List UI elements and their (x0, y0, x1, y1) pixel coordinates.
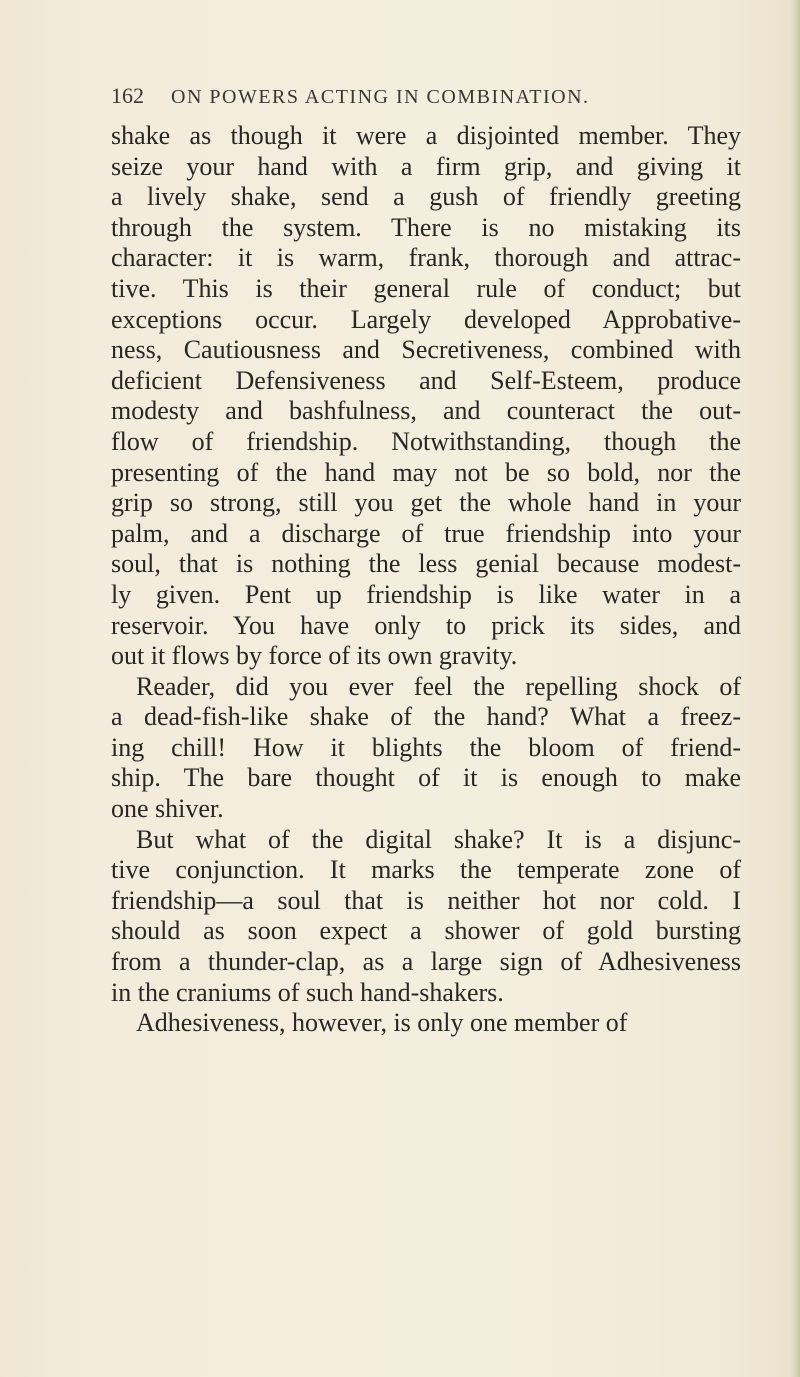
text-line: friendship—a soul that is neither hot nor cold. I (111, 885, 741, 915)
body-text (111, 121, 741, 1039)
text-line: Reader, did you ever feel the repelling shock of (136, 671, 741, 701)
text-line: grip so strong, still you get the whole hand in your (111, 488, 741, 518)
text-line: character: it is warm, frank, thorough and attrac- (111, 243, 741, 273)
text-line: tive conjunction. It marks the temperate zone of (111, 855, 741, 885)
page-number: 162 (111, 83, 144, 108)
text-line: presenting of the hand may not be so bold, nor the (111, 457, 741, 487)
text-line: a dead-fish-like shake of the hand? What a freez- (111, 702, 741, 732)
text-line: out it flows by force of its own gravity. (111, 641, 518, 671)
text-line: one shiver. (111, 794, 224, 824)
running-head (111, 83, 711, 113)
text-line: flow of friendship. Notwithstanding, though the (111, 426, 741, 456)
text-line: reservoir. You have only to prick its sides, and (111, 610, 741, 640)
text-line: exceptions occur. Largely developed Approbative- (111, 304, 741, 334)
text-line: seize your hand with a firm grip, and giving it (111, 151, 741, 181)
paragraph (111, 1008, 741, 1039)
text-line: from a thunder-clap, as a large sign of Adhesiveness (111, 947, 741, 977)
text-line: ness, Cautiousness and Secretiveness, combined with (111, 335, 741, 365)
text-line: in the craniums of such hand-shakers. (111, 977, 504, 1007)
text-line: shake as though it were a disjointed member. They (111, 121, 741, 150)
text-line: tive. This is their general rule of conduct; but (111, 273, 741, 303)
text-line: deficient Defensiveness and Self-Esteem, produce (111, 365, 741, 395)
text-line: But what of the digital shake? It is a disjunc- (136, 824, 741, 854)
text-line: Adhesiveness, however, is only one member of (136, 1008, 628, 1038)
paragraph (111, 672, 741, 825)
page-edge (790, 0, 800, 1377)
paragraph (111, 825, 741, 1009)
text-line: ship. The bare thought of it is enough to make (111, 763, 741, 793)
text-line: should as soon expect a shower of gold bursting (111, 916, 741, 946)
paragraph (111, 121, 741, 672)
text-line: through the system. There is no mistaking its (111, 212, 741, 242)
text-line: soul, that is nothing the less genial because modest- (111, 549, 741, 579)
running-title: ON POWERS ACTING IN COMBINATION. (171, 86, 590, 108)
text-line: a lively shake, send a gush of friendly greeting (111, 182, 741, 212)
text-line: modesty and bashfulness, and counteract the out- (111, 396, 741, 426)
text-line: ly given. Pent up friendship is like water in a (111, 579, 741, 609)
text-line: ing chill! How it blights the bloom of friend- (111, 732, 741, 762)
text-line: palm, and a discharge of true friendship into your (111, 518, 741, 548)
